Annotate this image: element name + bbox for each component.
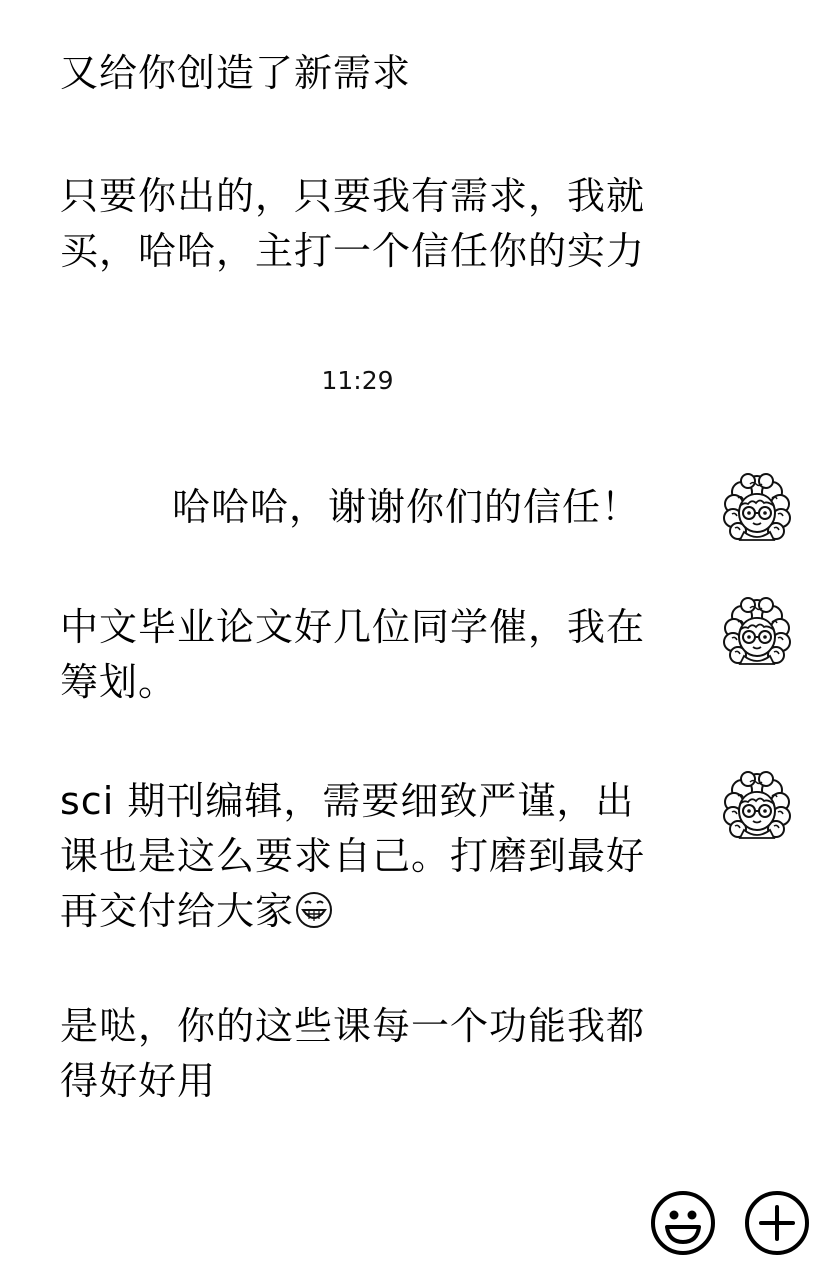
message-text: 得好好用 [60, 1059, 217, 1103]
message-text: 是哒，你的这些课每一个功能我都 [60, 1004, 646, 1048]
message-text: 课也是这么要求自己。打磨到最好 [60, 834, 646, 878]
chat-message [60, 169, 645, 279]
chat-message [60, 999, 645, 1109]
message-text: 买，哈哈，主打一个信任你的实力 [60, 229, 646, 273]
message-text: 又给你创造了新需求 [60, 51, 412, 95]
chat-message [60, 774, 645, 939]
message-text: 筹划。 [60, 660, 178, 704]
grinning-face-emoji [294, 890, 334, 930]
chat-message [60, 600, 645, 710]
chat-message [60, 46, 411, 101]
message-text: 再交付给大家 [60, 889, 295, 933]
chat-message [172, 480, 640, 535]
message-text: 中文毕业论文好几位同学催，我在 [60, 605, 646, 649]
avatar[interactable] [720, 468, 794, 542]
plus-circle-icon[interactable] [744, 1190, 810, 1256]
smiley-face-icon[interactable] [650, 1190, 716, 1256]
message-text: 只要你出的，只要我有需求，我就 [60, 174, 646, 218]
avatar[interactable] [720, 766, 794, 840]
message-text: 哈哈哈，谢谢你们的信任！ [172, 485, 641, 529]
chat-timestamp: 11:29 [321, 366, 394, 395]
avatar[interactable] [720, 592, 794, 666]
message-text: sci 期刊编辑，需要细致严谨，出 [60, 779, 635, 823]
